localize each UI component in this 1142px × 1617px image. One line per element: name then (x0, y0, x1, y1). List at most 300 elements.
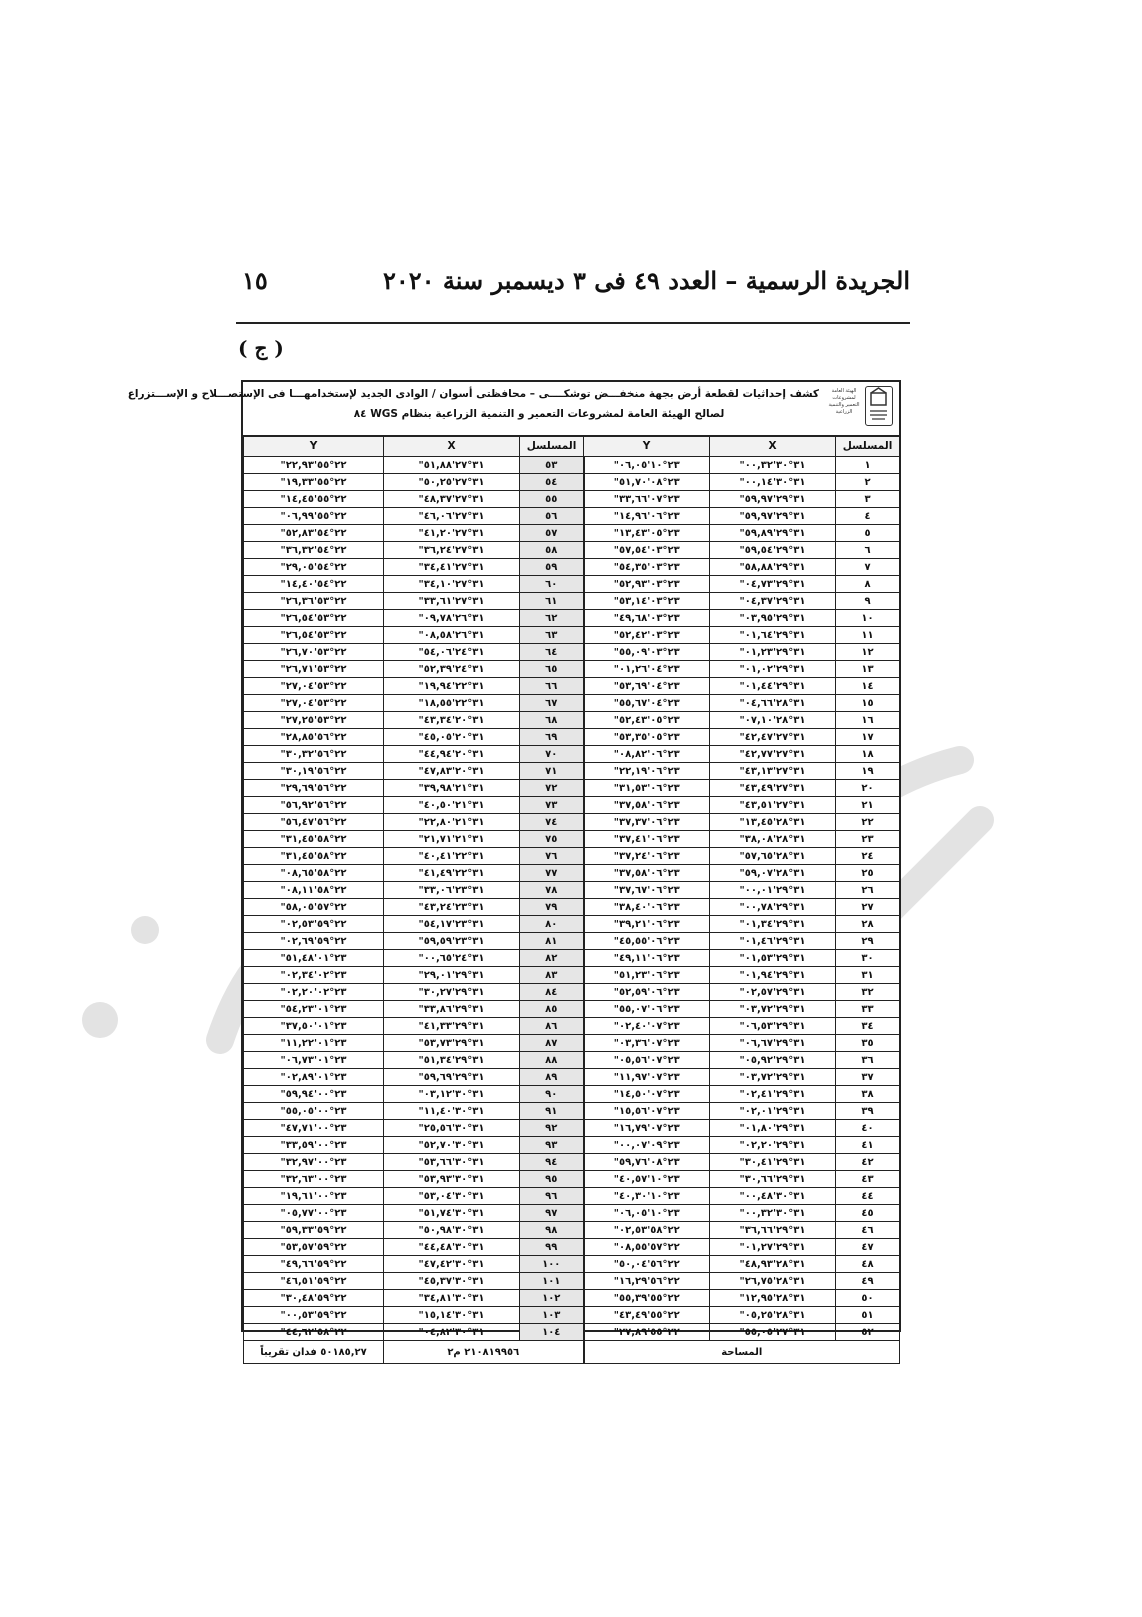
table-row (244, 967, 900, 984)
y-cell: ٢٢°٥٤'٢٩,٠٥" (244, 559, 384, 576)
y-cell: ٢٣°٠٠'١٩,٦١" (244, 1188, 384, 1205)
y-cell: ٢٣°٠٠'٤٧,٧١" (244, 1120, 384, 1137)
x-cell: ٣١°٢٨'٤٨,٩٣" (710, 1256, 836, 1273)
y-cell: ٢٢°٥٦'٣٠,١٩" (244, 763, 384, 780)
x-cell: ٣١°٢٩'٥٨,٨٨" (710, 559, 836, 576)
serial-cell: ١٠١ (520, 1273, 584, 1290)
caption-line-1: كشف إحداثيات لقطعة أرض بجهة منخفـــض توشكــــى – محافظتى أسوان / الوادى الجديد لإستخدامهـــا فى الإستصـــلاح و الإســـتزراع (127, 388, 819, 400)
serial-cell: ٥٣ (520, 457, 584, 474)
y-cell: ٢٣°٠٠'٠٥,٧٧" (244, 1205, 384, 1222)
x-cell: ٣١°٢٨'٠٤,٦٦" (710, 695, 836, 712)
table-row (244, 763, 900, 780)
serial-cell: ٧٥ (520, 831, 584, 848)
table-header-row (244, 437, 900, 457)
y-cell: ٢٣°٠٨'٥٩,٧٦" (584, 1154, 710, 1171)
x-cell: ٣١°٢٧'٤١,٢٠" (384, 525, 520, 542)
y-cell: ٢٢°٥٧'٠٨,٥٥" (584, 1239, 710, 1256)
x-cell: ٣١°٢٧'٤٦,٠٦" (384, 508, 520, 525)
header-serial: المسلسل (836, 437, 900, 457)
y-cell: ٢٢°٥٣'٢٧,٠٤" (244, 695, 384, 712)
y-cell: ٢٢°٥٧'٥٨,٠٥" (244, 899, 384, 916)
y-cell: ٢٣°٠٦'٥١,٢٣" (584, 967, 710, 984)
y-cell: ٢٣°٠٦'٣٧,٥٨" (584, 797, 710, 814)
table-row (244, 542, 900, 559)
x-cell: ٣١°٢٩'٠١,٦٤" (710, 627, 836, 644)
x-cell: ٣١°٢٩'٣٠,٦٦" (710, 1171, 836, 1188)
serial-cell: ٩٨ (520, 1222, 584, 1239)
serial-cell: ١٠٠ (520, 1256, 584, 1273)
x-cell: ٣١°٣٠'٤٤,٤٨" (384, 1239, 520, 1256)
y-cell: ٢٢°٥٨'٣١,٤٥" (244, 848, 384, 865)
x-cell: ٣١°٣٠'٥٠,٩٨" (384, 1222, 520, 1239)
x-cell: ٣١°٢٩'٠١,٠٢" (710, 661, 836, 678)
x-cell: ٣١°٢٨'١٢,٩٥" (710, 1290, 836, 1307)
x-cell: ٣١°٢٨'٣٨,٠٨" (710, 831, 836, 848)
serial-cell: ٩٢ (520, 1120, 584, 1137)
x-cell: ٣١°٢٩'٥٩,٩٧" (710, 491, 836, 508)
x-cell: ٣١°٢٩'٠٤,٣٧" (710, 593, 836, 610)
serial-cell: ٥٠ (836, 1290, 900, 1307)
serial-cell: ١٠٣ (520, 1307, 584, 1324)
serial-cell: ٧٧ (520, 865, 584, 882)
y-cell: ٢٣°٠٦'٣٧,٤١" (584, 831, 710, 848)
table-row (244, 1273, 900, 1290)
serial-cell: ٣٤ (836, 1018, 900, 1035)
table-row (244, 593, 900, 610)
x-cell: ٣١°٣٠'٠٠,٣٢" (710, 457, 836, 474)
serial-cell: ٦٦ (520, 678, 584, 695)
table-row (244, 576, 900, 593)
table-row (244, 1239, 900, 1256)
y-cell: ٢٣°١٠'٤٠,٣٠" (584, 1188, 710, 1205)
y-cell: ٢٣°١٠'٠٦,٠٥" (584, 457, 710, 474)
y-cell: ٢٣°٠٠'٥٩,٩٤" (244, 1086, 384, 1103)
serial-cell: ١ (836, 457, 900, 474)
serial-cell: ٨٧ (520, 1035, 584, 1052)
serial-cell: ٣٨ (836, 1086, 900, 1103)
table-row (244, 627, 900, 644)
serial-cell: ٦٢ (520, 610, 584, 627)
header-y: Y (244, 437, 384, 457)
x-cell: ٣١°٣٠'٣٤,٨١" (384, 1290, 520, 1307)
serial-cell: ٣٠ (836, 950, 900, 967)
y-cell: ٢٣°٠٦'٣١,٥٣" (584, 780, 710, 797)
x-cell: ٣١°٢٣'٤٣,٢٤" (384, 899, 520, 916)
serial-cell: ٤٨ (836, 1256, 900, 1273)
serial-cell: ١٩ (836, 763, 900, 780)
x-cell: ٣١°٢٩'٠٢,٤١" (710, 1086, 836, 1103)
x-cell: ٣١°٣٠'١١,٤٠" (384, 1103, 520, 1120)
x-cell: ٣١°٢٩'٠١,٢٣" (710, 644, 836, 661)
y-cell: ٢٢°٥٦'٢٨,٨٥" (244, 729, 384, 746)
y-cell: ٢٣°٠٠'٥٥,٠٥" (244, 1103, 384, 1120)
table-row (244, 1018, 900, 1035)
y-cell: ٢٢°٥٤'١٤,٤٠" (244, 576, 384, 593)
serial-cell: ٢٧ (836, 899, 900, 916)
x-cell: ٣١°٢٤'٥٤,٠٦" (384, 644, 520, 661)
table-row (244, 1035, 900, 1052)
x-cell: ٣١°٢٢'١٨,٥٥" (384, 695, 520, 712)
serial-cell: ٩ (836, 593, 900, 610)
serial-cell: ٣٥ (836, 1035, 900, 1052)
y-cell: ٢٣°٠٤'٠١,٢٦" (584, 661, 710, 678)
y-cell: ٢٣°٠٦'٥٥,٠٧" (584, 1001, 710, 1018)
serial-cell: ٥٧ (520, 525, 584, 542)
serial-cell: ٨٩ (520, 1069, 584, 1086)
serial-cell: ٣٦ (836, 1052, 900, 1069)
y-cell: ٢٣°٠٣'٥٤,٣٥" (584, 559, 710, 576)
table-row (244, 712, 900, 729)
serial-cell: ١٠٢ (520, 1290, 584, 1307)
serial-cell: ١٦ (836, 712, 900, 729)
header-x: X (710, 437, 836, 457)
x-cell: ٣١°٢٧'٥١,٨٨" (384, 457, 520, 474)
y-cell: ٢٣°٠٧'١٥,٥٦" (584, 1103, 710, 1120)
y-cell: ٢٢°٥٤'٣٦,٣٢" (244, 542, 384, 559)
x-cell: ٣١°٢٣'٥٩,٥٩" (384, 933, 520, 950)
x-cell: ٣١°٢٩'٠١,٩٤" (710, 967, 836, 984)
y-cell: ٢٣°٠٣'٥٢,٤٢" (584, 627, 710, 644)
serial-cell: ٢٥ (836, 865, 900, 882)
x-cell: ٣١°٣٠'٥٢,٧٠" (384, 1137, 520, 1154)
table-row (244, 508, 900, 525)
x-cell: ٣١°٢٠'٤٥,٠٥" (384, 729, 520, 746)
y-cell: ٢٢°٥٩'٤٦,٥١" (244, 1273, 384, 1290)
y-cell: ٢٣°٠٧'٠٥,٥٦" (584, 1052, 710, 1069)
area-square-meters: ٢١٠٨١٩٩٥٦ م٢ (384, 1341, 584, 1364)
serial-cell: ٥٩ (520, 559, 584, 576)
x-cell: ٣١°٢٢'١٩,٩٤" (384, 678, 520, 695)
y-cell: ٢٣°١٠'٠٦,٠٥" (584, 1205, 710, 1222)
x-cell: ٣١°٢٩'٠٢,٥٧" (710, 984, 836, 1001)
y-cell: ٢٣°٠٣'٤٩,٦٨" (584, 610, 710, 627)
y-cell: ٢٣°٠٤'٥٣,٦٩" (584, 678, 710, 695)
x-cell: ٣١°٢٩'٥١,٣٤" (384, 1052, 520, 1069)
x-cell: ٣١°٣٠'٥٣,٩٣" (384, 1171, 520, 1188)
x-cell: ٣١°٢٧'٣٤,١٠" (384, 576, 520, 593)
y-cell: ٢٢°٥٣'٢٧,٠٤" (244, 678, 384, 695)
y-cell: ٢٣°٠٦'٣٩,٢١" (584, 916, 710, 933)
serial-cell: ٣٢ (836, 984, 900, 1001)
y-cell: ٢٣°٠٣'٥٧,٥٤" (584, 542, 710, 559)
y-cell: ٢٣°٠١'٠٦,٧٣" (244, 1052, 384, 1069)
table-row (244, 814, 900, 831)
y-cell: ٢٣°٠٦'٤٩,١١" (584, 950, 710, 967)
serial-cell: ٢٦ (836, 882, 900, 899)
table-row (244, 899, 900, 916)
serial-cell: ١٤ (836, 678, 900, 695)
y-cell: ٢٢°٥٩'٥٩,٣٣" (244, 1222, 384, 1239)
y-cell: ٢٢°٥٥'٢٧,٨٩" (584, 1324, 710, 1341)
y-cell: ٢٢°٥٩'٣٠,٤٨" (244, 1290, 384, 1307)
serial-cell: ٤٧ (836, 1239, 900, 1256)
x-cell: ٣١°٢٠'٤٣,٣٤" (384, 712, 520, 729)
x-cell: ٣١°٢٨'١٣,٤٥" (710, 814, 836, 831)
y-cell: ٢٣°٠٦'٣٧,٦٧" (584, 882, 710, 899)
x-cell: ٣١°٢٧'٥٠,٢٥" (384, 474, 520, 491)
x-cell: ٣١°٢١'٢١,٧١" (384, 831, 520, 848)
serial-cell: ٨ (836, 576, 900, 593)
table-row (244, 1205, 900, 1222)
serial-cell: ٤٢ (836, 1154, 900, 1171)
x-cell: ٣١°٣٠'٥٣,٦٦" (384, 1154, 520, 1171)
x-cell: ٣١°٢٩'٠١,٢٧" (710, 1239, 836, 1256)
table-row (244, 1103, 900, 1120)
y-cell: ٢٣°٠١'٥٤,٢٣" (244, 1001, 384, 1018)
x-cell: ٣١°٢٧'٣٤,٤١" (384, 559, 520, 576)
y-cell: ٢٣°٠٧'٠٣,٣٦" (584, 1035, 710, 1052)
x-cell: ٣١°٢٨'٥٩,٠٧" (710, 865, 836, 882)
x-cell: ٣١°٢٦'٠٩,٧٨" (384, 610, 520, 627)
serial-cell: ٤١ (836, 1137, 900, 1154)
serial-cell: ٩٥ (520, 1171, 584, 1188)
serial-cell: ٧٨ (520, 882, 584, 899)
serial-cell: ٦٥ (520, 661, 584, 678)
y-cell: ٢٢°٥٣'٢٦,٧٠" (244, 644, 384, 661)
x-cell: ٣١°٢٩'٠١,٤٦" (710, 933, 836, 950)
table-row (244, 746, 900, 763)
table-row (244, 1171, 900, 1188)
gazette-title: الجريدة الرسمية – العدد ٤٩ فى ٣ ديسمبر سنة ٢٠٢٠ (383, 266, 910, 295)
table-row (244, 831, 900, 848)
y-cell: ٢٢°٥٦'٥٠,٠٤" (584, 1256, 710, 1273)
x-cell: ٣١°٢٩'٠١,٤٤" (710, 678, 836, 695)
y-cell: ٢٢°٥٥'١٤,٤٥" (244, 491, 384, 508)
y-cell: ٢٣°٠٦'٣٨,٤٠" (584, 899, 710, 916)
table-caption (127, 382, 899, 436)
y-cell: ٢٢°٥٩'٠٢,٦٩" (244, 933, 384, 950)
y-cell: ٢٣°٠٦'٤٥,٥٥" (584, 933, 710, 950)
x-cell: ٣١°٢٩'٠٠,٠١" (710, 882, 836, 899)
table-row (244, 797, 900, 814)
serial-cell: ٤٥ (836, 1205, 900, 1222)
serial-cell: ٩٤ (520, 1154, 584, 1171)
y-cell: ٢٣°٠٦'٢٢,١٩" (584, 763, 710, 780)
serial-cell: ٥٥ (520, 491, 584, 508)
table-row (244, 610, 900, 627)
x-cell: ٣١°٢٧'٥٥,٠٥" (710, 1324, 836, 1341)
y-cell: ٢٢°٥٨'٠٢,٥٣" (584, 1222, 710, 1239)
serial-cell: ٦٣ (520, 627, 584, 644)
x-cell: ٣١°٢٩'٥٩,٨٩" (710, 525, 836, 542)
table-row (244, 1256, 900, 1273)
serial-cell: ٨١ (520, 933, 584, 950)
area-row (244, 1341, 900, 1364)
x-cell: ٣١°٢٩'٥٣,٧٣" (384, 1035, 520, 1052)
x-cell: ٣١°٢٧'٤٣,٤٩" (710, 780, 836, 797)
x-cell: ٣١°٢٩'٣٠,٤١" (710, 1154, 836, 1171)
x-cell: ٣١°٢٩'٣٦,٦٦" (710, 1222, 836, 1239)
x-cell: ٣١°٢٩'٠١,٥٣" (710, 950, 836, 967)
table-row (244, 1052, 900, 1069)
y-cell: ٢٣°٠٥'٥٢,٤٣" (584, 712, 710, 729)
x-cell: ٣١°٣٠'٢٥,٥٦" (384, 1120, 520, 1137)
table-row (244, 865, 900, 882)
table-row (244, 780, 900, 797)
x-cell: ٣١°٢٧'٤٢,٧٧" (710, 746, 836, 763)
y-cell: ٢٢°٥٤'٥٢,٨٣" (244, 525, 384, 542)
x-cell: ٣١°٣٠'١٥,١٤" (384, 1307, 520, 1324)
x-cell: ٣١°٢٩'٥٩,٥٤" (710, 542, 836, 559)
x-cell: ٣١°٢٧'٣٦,٢٤" (384, 542, 520, 559)
x-cell: ٣١°٢٩'٠٢,٠١" (710, 1103, 836, 1120)
x-cell: ٣١°٣٠'٠٠,٤٨" (710, 1188, 836, 1205)
x-cell: ٣١°٢١'٣٩,٩٨" (384, 780, 520, 797)
x-cell: ٣١°٢٠'٤٧,٨٣" (384, 763, 520, 780)
y-cell: ٢٣°٠٦'٣٧,٥٨" (584, 865, 710, 882)
authority-logo-icon (865, 386, 893, 426)
x-cell: ٣١°٢١'٢٢,٨٠" (384, 814, 520, 831)
serial-cell: ٥١ (836, 1307, 900, 1324)
x-cell: ٣١°٣٠'٠٤,٨٢" (384, 1324, 520, 1341)
serial-cell: ٢١ (836, 797, 900, 814)
table-row (244, 984, 900, 1001)
x-cell: ٣١°٢٩'٠٣,٧٢" (710, 1001, 836, 1018)
y-cell: ٢٣°٠٣'٥٢,٩٣" (584, 576, 710, 593)
y-cell: ٢٢°٥٨'٠٨,١١" (244, 882, 384, 899)
serial-cell: ١٨ (836, 746, 900, 763)
y-cell: ٢٣°٠٧'٠٢,٤٠" (584, 1018, 710, 1035)
serial-cell: ٥٤ (520, 474, 584, 491)
x-cell: ٣١°٢٩'٣٣,٨٦" (384, 1001, 520, 1018)
y-cell: ٢٢°٥٦'١٦,٢٩" (584, 1273, 710, 1290)
serial-cell: ٧٢ (520, 780, 584, 797)
serial-cell: ٨٨ (520, 1052, 584, 1069)
x-cell: ٣١°٣٠'٥٣,٠٤" (384, 1188, 520, 1205)
y-cell: ٢٣°٠٠'٣٢,٦٣" (244, 1171, 384, 1188)
x-cell: ٣١°٢٧'٤٨,٣٧" (384, 491, 520, 508)
coordinates-table (243, 436, 900, 1364)
serial-cell: ٨٢ (520, 950, 584, 967)
table-row (244, 695, 900, 712)
serial-cell: ٩٧ (520, 1205, 584, 1222)
section-label: ( ج ) (238, 336, 284, 360)
serial-cell: ٩١ (520, 1103, 584, 1120)
x-cell: ٣١°٢٩'٣٠,٢٧" (384, 984, 520, 1001)
y-cell: ٢٣°١٠'٤٠,٥٧" (584, 1171, 710, 1188)
y-cell: ٢٢°٥٨'٠٨,٦٥" (244, 865, 384, 882)
serial-cell: ٧٤ (520, 814, 584, 831)
area-feddans: ٥٠١٨٥,٢٧ فدان تقريباً (244, 1341, 384, 1364)
table-row (244, 678, 900, 695)
header-y: Y (584, 437, 710, 457)
y-cell: ٢٢°٥٦'٥٦,٤٧" (244, 814, 384, 831)
serial-cell: ٢٠ (836, 780, 900, 797)
y-cell: ٢٣°٠٦'١٤,٩٦" (584, 508, 710, 525)
serial-cell: ٨٣ (520, 967, 584, 984)
serial-cell: ٩٠ (520, 1086, 584, 1103)
serial-cell: ٤ (836, 508, 900, 525)
table-row (244, 916, 900, 933)
table-row (244, 1069, 900, 1086)
x-cell: ٣١°٢٩'٠٦,٥٣" (710, 1018, 836, 1035)
table-row (244, 457, 900, 474)
table-row (244, 1307, 900, 1324)
x-cell: ٣١°٢٧'٤٣,١٣" (710, 763, 836, 780)
y-cell: ٢٣°٠٠'٣٣,٥٩" (244, 1137, 384, 1154)
x-cell: ٣١°٣٠'٠٣,١٢" (384, 1086, 520, 1103)
serial-cell: ٣٧ (836, 1069, 900, 1086)
y-cell: ٢٢°٥٩'٥٣,٥٧" (244, 1239, 384, 1256)
serial-cell: ١٠٤ (520, 1324, 584, 1341)
serial-cell: ٧٠ (520, 746, 584, 763)
y-cell: ٢٣°٠٦'٥٢,٥٩" (584, 984, 710, 1001)
x-cell: ٣١°٢١'٤٠,٥٠" (384, 797, 520, 814)
serial-cell: ٧٣ (520, 797, 584, 814)
serial-cell: ٢٣ (836, 831, 900, 848)
caption-line-2: لصالح الهيئة العامة لمشروعات التعمير و التنمية الزراعية بنظام WGS ٨٤ (353, 408, 725, 420)
x-cell: ٣١°٢٩'٢٩,٠١" (384, 967, 520, 984)
serial-cell: ٦٩ (520, 729, 584, 746)
serial-cell: ٣٩ (836, 1103, 900, 1120)
x-cell: ٣١°٢٧'٤٢,٤٧" (710, 729, 836, 746)
table-row (244, 848, 900, 865)
page-number: ١٥ (242, 266, 268, 295)
serial-cell: ٧٦ (520, 848, 584, 865)
serial-cell: ٦١ (520, 593, 584, 610)
serial-cell: ١١ (836, 627, 900, 644)
serial-cell: ٨٤ (520, 984, 584, 1001)
x-cell: ٣١°٢٩'٤١,٣٣" (384, 1018, 520, 1035)
y-cell: ٢٣°٠٤'٥٥,٦٧" (584, 695, 710, 712)
table-row (244, 1222, 900, 1239)
y-cell: ٢٢°٥٩'٤٩,٦٦" (244, 1256, 384, 1273)
x-cell: ٣١°٣٠'٠٠,٣٢" (710, 1205, 836, 1222)
area-label: المساحة (584, 1341, 900, 1364)
y-cell: ٢٢°٥٣'٢٦,٥٤" (244, 627, 384, 644)
table-row (244, 1120, 900, 1137)
table-row (244, 491, 900, 508)
x-cell: ٣١°٣٠'٤٧,٤٢" (384, 1256, 520, 1273)
serial-cell: ٣ (836, 491, 900, 508)
serial-cell: ٢٤ (836, 848, 900, 865)
serial-cell: ٢٩ (836, 933, 900, 950)
serial-cell: ٩٩ (520, 1239, 584, 1256)
y-cell: ٢٢°٥٥'٢٢,٩٣" (244, 457, 384, 474)
gazette-header (236, 262, 910, 324)
serial-cell: ٥٢ (836, 1324, 900, 1341)
y-cell: ٢٢°٥٨'٤٤,٦٢" (244, 1324, 384, 1341)
x-cell: ٣١°٢٩'٠٠,٧٨" (710, 899, 836, 916)
y-cell: ٢٢°٥٣'٢٧,٢٥" (244, 712, 384, 729)
x-cell: ٣١°٢٨'٥٧,٦٥" (710, 848, 836, 865)
x-cell: ٣١°٢٦'٠٨,٥٨" (384, 627, 520, 644)
table-row (244, 1324, 900, 1341)
serial-cell: ٥ (836, 525, 900, 542)
x-cell: ٣١°٢٩'٥٩,٩٧" (710, 508, 836, 525)
y-cell: ٢٢°٥٦'٢٩,٦٩" (244, 780, 384, 797)
table-row (244, 474, 900, 491)
serial-cell: ٦ (836, 542, 900, 559)
x-cell: ٣١°٢٧'٤٣,٥١" (710, 797, 836, 814)
y-cell: ٢٢°٥٨'٣١,٤٥" (244, 831, 384, 848)
x-cell: ٣١°٢٩'٠٣,٧٢" (710, 1069, 836, 1086)
x-cell: ٣١°٣٠'٠٠,١٤" (710, 474, 836, 491)
y-cell: ٢٣°٠٥'٥٣,٣٥" (584, 729, 710, 746)
y-cell: ٢٣°٠١'٣٧,٥٠" (244, 1018, 384, 1035)
table-row (244, 729, 900, 746)
serial-cell: ٨٠ (520, 916, 584, 933)
serial-cell: ٧ (836, 559, 900, 576)
y-cell: ٢٢°٥٣'٢٦,٧١" (244, 661, 384, 678)
x-cell: ٣١°٢٨'٠٧,١٠" (710, 712, 836, 729)
x-cell: ٣١°٢٤'٠٠,٦٥" (384, 950, 520, 967)
y-cell: ٢٣°٠٩'٠٠,٠٧" (584, 1137, 710, 1154)
serial-cell: ٤٣ (836, 1171, 900, 1188)
x-cell: ٣١°٣٠'٥١,٧٤" (384, 1205, 520, 1222)
x-cell: ٣١°٢٢'٤٠,٤١" (384, 848, 520, 865)
serial-cell: ١٢ (836, 644, 900, 661)
